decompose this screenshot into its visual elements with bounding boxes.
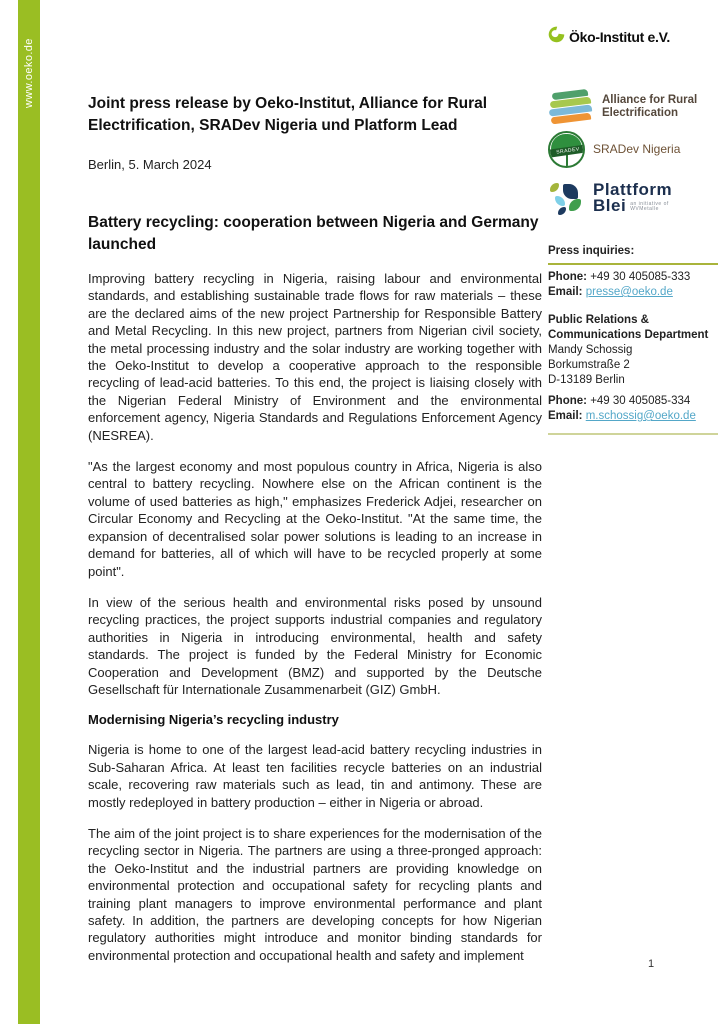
alliance-rural-electrification-logo	[548, 88, 718, 126]
paragraph-5: The aim of the joint project is to share experiences for the modernisation of the recycling sector in Nigeria. The partners are using a three-pronged approach: the Oeko-Institut and the industrial partners are providing knowledge on environmental protection and occupational safety for recycling plants and training plant managers to improve environmental performance and plant safety. In addition, the partners are developing concepts for how Nigerian regulatory authorities might introduce and monitor binding standards for environmental protection and occupational health and safety and implement	[88, 825, 542, 963]
plattform-logo-text: Plattform Blei an initiative of WVMetalle	[593, 180, 673, 215]
plattform-blei-logo	[548, 175, 718, 221]
paragraph-1: Improving battery recycling in Nigeria, raising labour and environmental standards, and establishing sustainable trade flows for raw materials – these are the declared aims of the new project Partnership for Responsible Battery and Metal Recycling. In this new project, partners from Nigerian civil society, the metal processing industry and the solar industry are working together with the Oeko-Institut to develop a cooperative approach to the responsible recycling of lead-acid batteries. To this end, the project is liaising closely with the Nigerian Federal Ministry of Environment and the environmental enforcement agency, Nigeria Standards and Regulations Enforcement Agency (NESREA).	[88, 271, 542, 443]
paragraph-2: "As the largest economy and most populous country in Africa, Nigeria is also central to battery recycling. Nowhere else on the African continent is the volume of used batteries as high," emphasizes Frederick Adjei, researcher on Circular Economy and Recycling at the Oeko-Institut. "At the same time, the expansion of decentralised solar power solutions is leading to an increase in demand for batteries, all of which will have to be recycled properly at some point".	[88, 459, 542, 579]
dateline: Berlin, 5. March 2024	[88, 157, 212, 172]
sradev-logo-text: SRADev Nigeria	[593, 142, 681, 156]
oeko-leaf-icon	[548, 26, 565, 48]
press-email-link[interactable]: presse@oeko.de	[585, 286, 673, 298]
oeko-institut-logo	[548, 26, 718, 48]
section-subheading: Modernising Nigeria’s recycling industry	[88, 712, 339, 728]
alliance-logo-text: Alliance for Rural Electrification	[602, 93, 698, 119]
oeko-logo-text: Öko-Institut e.V.	[569, 29, 670, 45]
right-column	[548, 26, 718, 435]
department-name: Public Relations & Communications Department	[548, 314, 709, 341]
email-line-1: Email: presse@oeko.de	[548, 286, 673, 298]
contact-person: Mandy Schossig	[548, 344, 633, 356]
plattform-pinwheel-icon	[548, 177, 588, 219]
alliance-swoosh-icon	[548, 89, 594, 125]
contact-email-link[interactable]: m.schossig@oeko.de	[585, 410, 696, 422]
email-line-2: Email: m.schossig@oeko.de	[548, 410, 696, 422]
sradev-nigeria-logo	[548, 129, 718, 169]
phone-line-1: Phone: +49 30 405085-333	[548, 271, 691, 283]
divider-top	[548, 263, 718, 265]
brand-sidebar-bar	[18, 0, 40, 1024]
website-url-vertical: www.oeko.de	[23, 38, 35, 108]
divider-bottom	[548, 433, 718, 435]
press-contact-block	[548, 244, 718, 435]
phone-line-2: Phone: +49 30 405085-334	[548, 395, 691, 407]
page-title: Joint press release by Oeko-Institut, Alliance for Rural Electrification, SRADev Nigeria und Platform Lead	[88, 95, 488, 134]
sradev-tree-icon: SRADEV	[548, 131, 585, 168]
main-content	[88, 93, 542, 964]
press-inquiries-label: Press inquiries:	[548, 245, 635, 257]
paragraph-3: In view of the serious health and environmental risks posed by unsound recycling practices, the project supports industrial companies and regulatory authorities in Nigeria in introducing environmental, health and safety standards. The project is funded by the Federal Ministry for Economic Cooperation and Development (BMZ) and supported by the Deutsche Gesellschaft für Internationale Zusammenarbeit (GIZ) GmbH.	[88, 594, 542, 697]
paragraph-4: Nigeria is home to one of the largest lead-acid battery recycling industries in Sub-Saharan Africa. At least ten facilities recycle batteries on an industrial scale, recovering raw materials such as lead, tin and antimony. These are mostly redeployed in battery production – either in Nigeria or abroad.	[88, 742, 542, 810]
headline: Battery recycling: cooperation between Nigeria and Germany launched	[88, 214, 539, 253]
plattform-tagline: an initiative of WVMetalle	[630, 201, 669, 212]
page-number: 1	[648, 958, 655, 970]
contact-street: Borkumstraße 2	[548, 359, 630, 371]
contact-city: D-13189 Berlin	[548, 374, 625, 386]
